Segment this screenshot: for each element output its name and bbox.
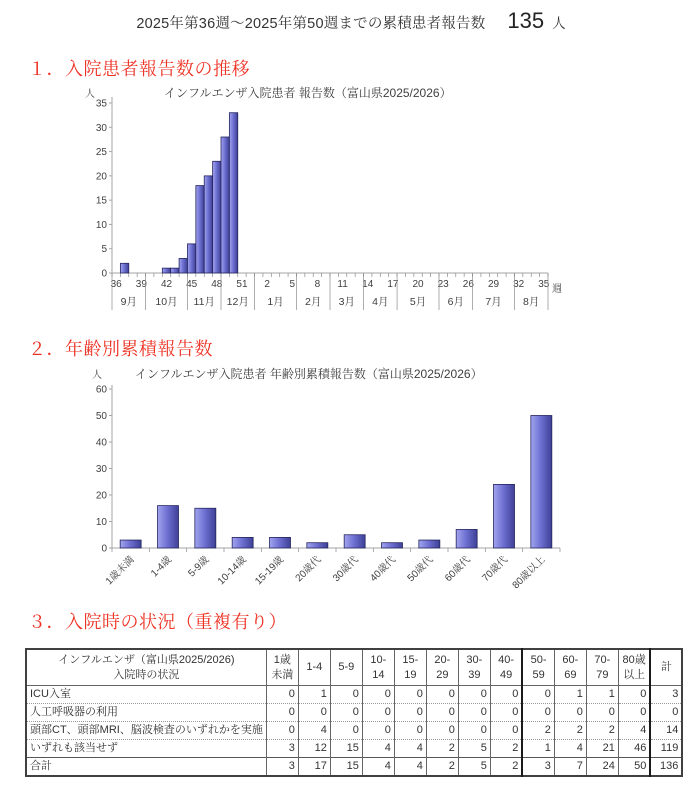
weekly-report-chart — [76, 84, 662, 324]
chart1-y-tick: 20 — [95, 171, 107, 183]
table-cell: 0 — [298, 704, 330, 722]
chart2-y-tick: 50 — [95, 411, 107, 422]
age-bar — [344, 535, 365, 548]
table-row-label: いずれも該当せず — [26, 740, 266, 758]
chart2-y-tick: 0 — [101, 543, 107, 555]
chart2-category-label: 50歳代 — [405, 554, 436, 585]
table-row-label: 人工呼吸器の利用 — [26, 704, 266, 722]
table-cell: 3 — [266, 740, 298, 758]
table-col-header: 80歳 以上 — [618, 649, 650, 686]
chart1-month-label: 8月 — [523, 296, 540, 308]
chart1-week-label: 14 — [362, 279, 374, 290]
age-bar — [232, 537, 253, 548]
table-row — [26, 758, 682, 777]
table-cell: 2 — [554, 722, 586, 740]
table-cell: 1 — [522, 740, 554, 758]
table-col-header: 40-49 — [490, 649, 522, 686]
chart1-month-label: 4月 — [372, 296, 389, 308]
table-cell: 3 — [650, 686, 682, 704]
chart1-week-label: 20 — [412, 279, 424, 290]
table-row — [26, 686, 682, 704]
weekly-bar — [179, 258, 187, 273]
chart1-week-label: 8 — [314, 279, 321, 290]
table-cell: 1 — [554, 686, 586, 704]
table-cell: 0 — [490, 686, 522, 704]
chart1-y-unit: 人 — [85, 89, 95, 100]
weekly-bar — [196, 186, 204, 273]
table-corner-cell: インフルエンザ（富山県2025/2026) 入院時の状況 — [26, 649, 266, 686]
table-cell: 1 — [298, 686, 330, 704]
chart1-week-label: 2 — [264, 279, 270, 290]
table-cell: 0 — [362, 686, 394, 704]
chart1-week-label: 26 — [462, 279, 474, 290]
table-col-header: 60-69 — [554, 649, 586, 686]
table-cell: 0 — [554, 704, 586, 722]
chart2-title: インフルエンザ入院患者 年齢別累積報告数（富山県2025/2026） — [135, 367, 483, 381]
table-cell: 2 — [426, 740, 458, 758]
table-col-header: 1歳 未満 — [266, 649, 298, 686]
table-row — [26, 722, 682, 740]
chart2-category-label: 20歳代 — [293, 554, 324, 585]
table-cell: 0 — [426, 686, 458, 704]
table-cell: 0 — [266, 704, 298, 722]
age-bar — [270, 537, 291, 548]
table-cell: 5 — [458, 740, 490, 758]
weekly-bar — [221, 137, 229, 273]
table-col-header: 20-29 — [426, 649, 458, 686]
table-cell: 4 — [554, 740, 586, 758]
table-cell: 0 — [362, 722, 394, 740]
weekly-bar — [229, 113, 237, 273]
table-col-header: 15-19 — [394, 649, 426, 686]
table-cell: 17 — [298, 758, 330, 777]
chart2-y-tick: 30 — [95, 464, 107, 475]
age-bar — [195, 508, 216, 548]
table-header-row — [26, 649, 682, 686]
chart1-title: インフルエンザ入院患者 報告数（富山県2025/2026） — [164, 86, 452, 100]
chart1-month-label: 2月 — [305, 296, 322, 308]
table-cell: 12 — [298, 740, 330, 758]
table-cell: 0 — [618, 704, 650, 722]
chart1-month-label: 7月 — [485, 296, 502, 308]
chart2-category-label: 60歳代 — [443, 554, 473, 585]
table-col-header: 70-79 — [586, 649, 618, 686]
table-cell: 0 — [650, 704, 682, 722]
chart1-month-label: 9月 — [120, 296, 137, 308]
table-cell: 3 — [522, 758, 554, 777]
age-bar — [307, 543, 328, 548]
table-cell: 0 — [490, 722, 522, 740]
table-cell: 0 — [266, 722, 298, 740]
chart1-month-label: 6月 — [447, 296, 464, 308]
chart1-week-label: 23 — [437, 279, 449, 290]
table-cell: 3 — [266, 758, 298, 777]
table-cell: 5 — [458, 758, 490, 777]
table-cell: 4 — [362, 758, 394, 777]
report-title: 2025年第36週～2025年第50週までの累積患者報告数 — [136, 16, 486, 32]
chart1-y-tick: 25 — [95, 147, 107, 159]
table-cell: 0 — [426, 722, 458, 740]
admission-status-table — [25, 648, 683, 777]
section1-heading: １．入院患者報告数の推移 — [28, 59, 250, 79]
chart2-y-tick: 10 — [95, 517, 107, 528]
age-bar — [120, 540, 141, 548]
chart1-month-label: 10月 — [155, 296, 178, 308]
table-cell: 24 — [586, 758, 618, 777]
chart2-y-tick: 40 — [95, 437, 107, 449]
chart1-week-label: 17 — [387, 279, 399, 290]
table-cell: 2 — [490, 740, 522, 758]
chart2-y-tick: 20 — [95, 490, 107, 502]
chart1-week-label: 48 — [211, 279, 223, 290]
table-cell: 2 — [426, 758, 458, 777]
age-bar — [531, 416, 552, 549]
chart1-week-label: 11 — [337, 279, 348, 290]
age-bar — [419, 540, 440, 548]
table-row-label: 合計 — [26, 758, 266, 777]
age-bar — [494, 484, 515, 548]
table-cell: 0 — [458, 686, 490, 704]
chart2-category-label: 10-14歳 — [215, 554, 249, 588]
chart1-month-label: 5月 — [409, 296, 427, 308]
chart2-category-label: 1-4歳 — [149, 554, 175, 580]
chart2-y-tick: 60 — [95, 384, 107, 396]
chart1-y-tick: 10 — [95, 219, 107, 231]
chart1-week-label: 45 — [186, 279, 198, 290]
chart1-week-label: 36 — [110, 279, 122, 290]
report-total-count: 135 — [507, 8, 545, 33]
weekly-bar — [204, 176, 212, 273]
chart2-category-label: 70歳代 — [480, 554, 511, 585]
table-cell: 46 — [618, 740, 650, 758]
chart1-x-unit: 週 — [552, 284, 562, 295]
chart1-month-label: 12月 — [226, 296, 249, 308]
weekly-bar — [162, 268, 170, 273]
section2-heading: ２．年齢別累積報告数 — [28, 339, 213, 359]
table-cell: 4 — [394, 740, 426, 758]
chart1-y-tick: 15 — [95, 195, 107, 207]
table-cell: 4 — [618, 722, 650, 740]
weekly-bar — [120, 263, 128, 273]
age-group-chart — [76, 362, 662, 612]
chart1-month-label: 11月 — [193, 296, 215, 308]
table-cell: 7 — [554, 758, 586, 777]
chart2-category-label: 80歳以上 — [510, 554, 548, 592]
chart1-month-label: 1月 — [267, 296, 284, 308]
table-cell: 15 — [330, 740, 362, 758]
table-col-header: 計 — [650, 649, 682, 686]
table-cell: 15 — [330, 758, 362, 777]
table-cell: 2 — [490, 758, 522, 777]
table-cell: 0 — [586, 704, 618, 722]
table-cell: 0 — [394, 722, 426, 740]
table-cell: 1 — [586, 686, 618, 704]
chart1-y-tick: 35 — [95, 98, 107, 110]
table-col-header: 1-4 — [298, 649, 330, 686]
table-cell: 136 — [650, 758, 682, 777]
table-cell: 0 — [266, 686, 298, 704]
table-row — [26, 704, 682, 722]
table-cell: 0 — [362, 704, 394, 722]
chart1-week-label: 42 — [160, 279, 173, 290]
report-total-unit: 人 — [552, 16, 566, 31]
table-col-header: 50-59 — [522, 649, 554, 686]
chart1-y-tick: 0 — [101, 268, 107, 280]
weekly-bar — [213, 161, 221, 273]
age-bar — [158, 506, 179, 548]
table-cell: 119 — [650, 740, 682, 758]
chart1-week-label: 5 — [289, 279, 296, 290]
weekly-bar — [171, 268, 179, 273]
table-cell: 0 — [490, 704, 522, 722]
table-cell: 0 — [522, 704, 554, 722]
chart2-category-label: 1歳未満 — [103, 554, 137, 588]
table-col-header: 30-39 — [458, 649, 490, 686]
chart1-week-label: 51 — [236, 279, 248, 290]
report-header — [0, 8, 688, 34]
chart2-category-label: 40歳代 — [368, 554, 399, 585]
table-cell: 0 — [394, 686, 426, 704]
table-row-label: ICU入室 — [26, 686, 266, 704]
section3-heading: ３．入院時の状況（重複有り） — [28, 612, 287, 632]
table-cell: 0 — [330, 722, 362, 740]
table-cell: 0 — [426, 704, 458, 722]
table-col-header: 10-14 — [362, 649, 394, 686]
table-row — [26, 740, 682, 758]
table-cell: 0 — [330, 704, 362, 722]
table-cell: 21 — [586, 740, 618, 758]
chart2-y-unit: 人 — [92, 370, 102, 381]
table-cell: 0 — [618, 686, 650, 704]
weekly-bar — [187, 244, 195, 273]
table-cell: 4 — [298, 722, 330, 740]
table-cell: 0 — [522, 686, 554, 704]
table-cell: 50 — [618, 758, 650, 777]
chart2-category-label: 30歳代 — [331, 554, 361, 585]
chart1-week-label: 32 — [513, 279, 525, 290]
chart1-y-tick: 5 — [101, 244, 107, 256]
table-cell: 0 — [330, 686, 362, 704]
age-bar — [456, 529, 477, 548]
table-cell: 0 — [458, 722, 490, 740]
chart1-month-label: 3月 — [338, 296, 355, 308]
table-cell: 4 — [362, 740, 394, 758]
table-cell: 2 — [586, 722, 618, 740]
chart1-y-tick: 30 — [95, 122, 107, 134]
table-cell: 2 — [522, 722, 554, 740]
table-cell: 14 — [650, 722, 682, 740]
table-row-label: 頭部CT、頭部MRI、脳波検査のいずれかを実施 — [26, 722, 266, 740]
chart1-week-label: 39 — [135, 279, 147, 290]
table-cell: 0 — [458, 704, 490, 722]
table-col-header: 5-9 — [330, 649, 362, 686]
age-bar — [382, 543, 403, 548]
table-cell: 4 — [394, 758, 426, 777]
chart2-category-label: 5-9歳 — [186, 554, 212, 580]
table-cell: 0 — [394, 704, 426, 722]
chart1-week-label: 29 — [487, 279, 500, 290]
chart2-category-label: 15-19歳 — [253, 554, 287, 588]
chart1-week-label: 35 — [538, 279, 550, 290]
